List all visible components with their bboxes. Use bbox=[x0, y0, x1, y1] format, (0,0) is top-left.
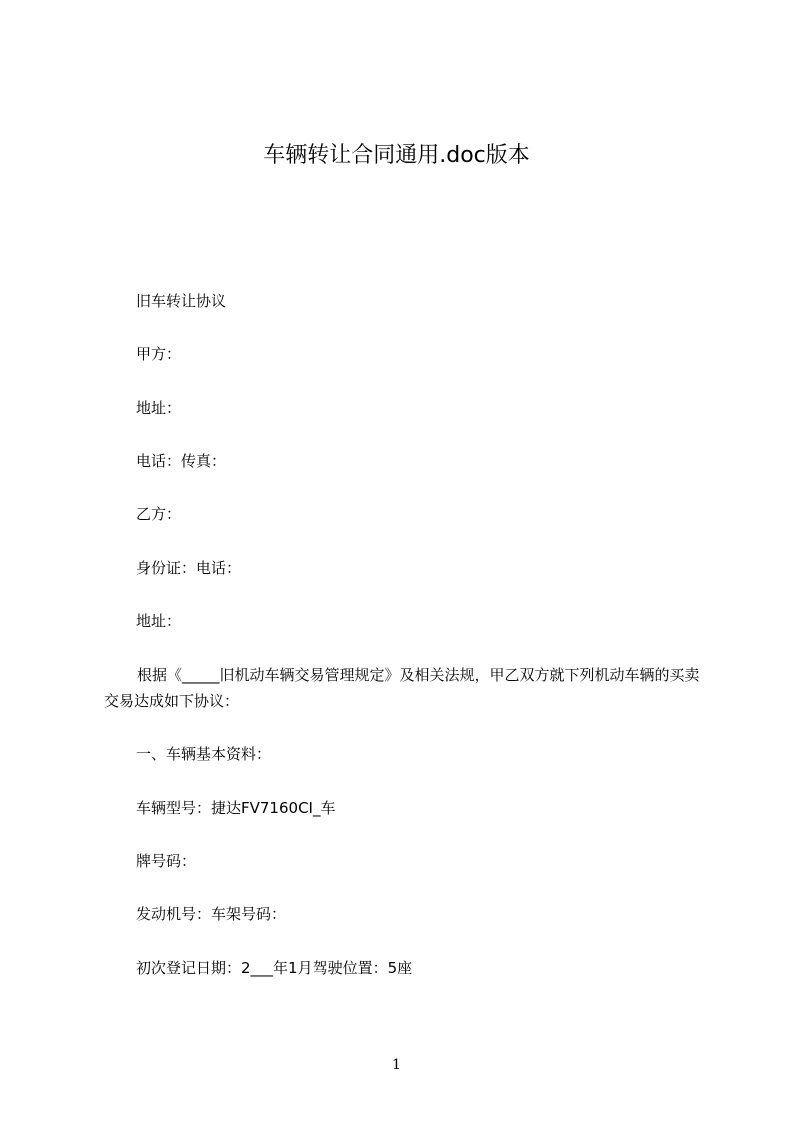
vehicle-model-line: 车辆型号：捷达FV7160CI_车 bbox=[136, 799, 336, 817]
agreement-heading: 旧车转让协议 bbox=[136, 292, 227, 310]
agreement-intro-paragraph: 根据《_____旧机动车辆交易管理规定》及相关法规，甲乙双方就下列机动车辆的买卖交易达成如下协议： bbox=[104, 666, 700, 710]
plate-number-line: 牌号码： bbox=[136, 852, 197, 870]
party-b-address-line: 地址： bbox=[136, 612, 182, 630]
party-a-line: 甲方： bbox=[136, 345, 182, 363]
party-a-address-line: 地址： bbox=[136, 399, 182, 417]
registration-date-seats-line: 初次登记日期：2___年1月驾驶位置：5座 bbox=[136, 959, 413, 977]
section-heading-vehicle-info: 一、车辆基本资料： bbox=[136, 745, 272, 763]
party-b-id-phone-line: 身份证：电话： bbox=[136, 559, 242, 577]
page-number: 1 bbox=[392, 1057, 401, 1073]
party-a-phone-fax-line: 电话：传真： bbox=[136, 452, 227, 470]
party-b-line: 乙方： bbox=[136, 505, 182, 523]
document-title: 车辆转让合同通用.doc版本 bbox=[263, 143, 530, 168]
engine-frame-number-line: 发动机号：车架号码： bbox=[136, 905, 287, 923]
